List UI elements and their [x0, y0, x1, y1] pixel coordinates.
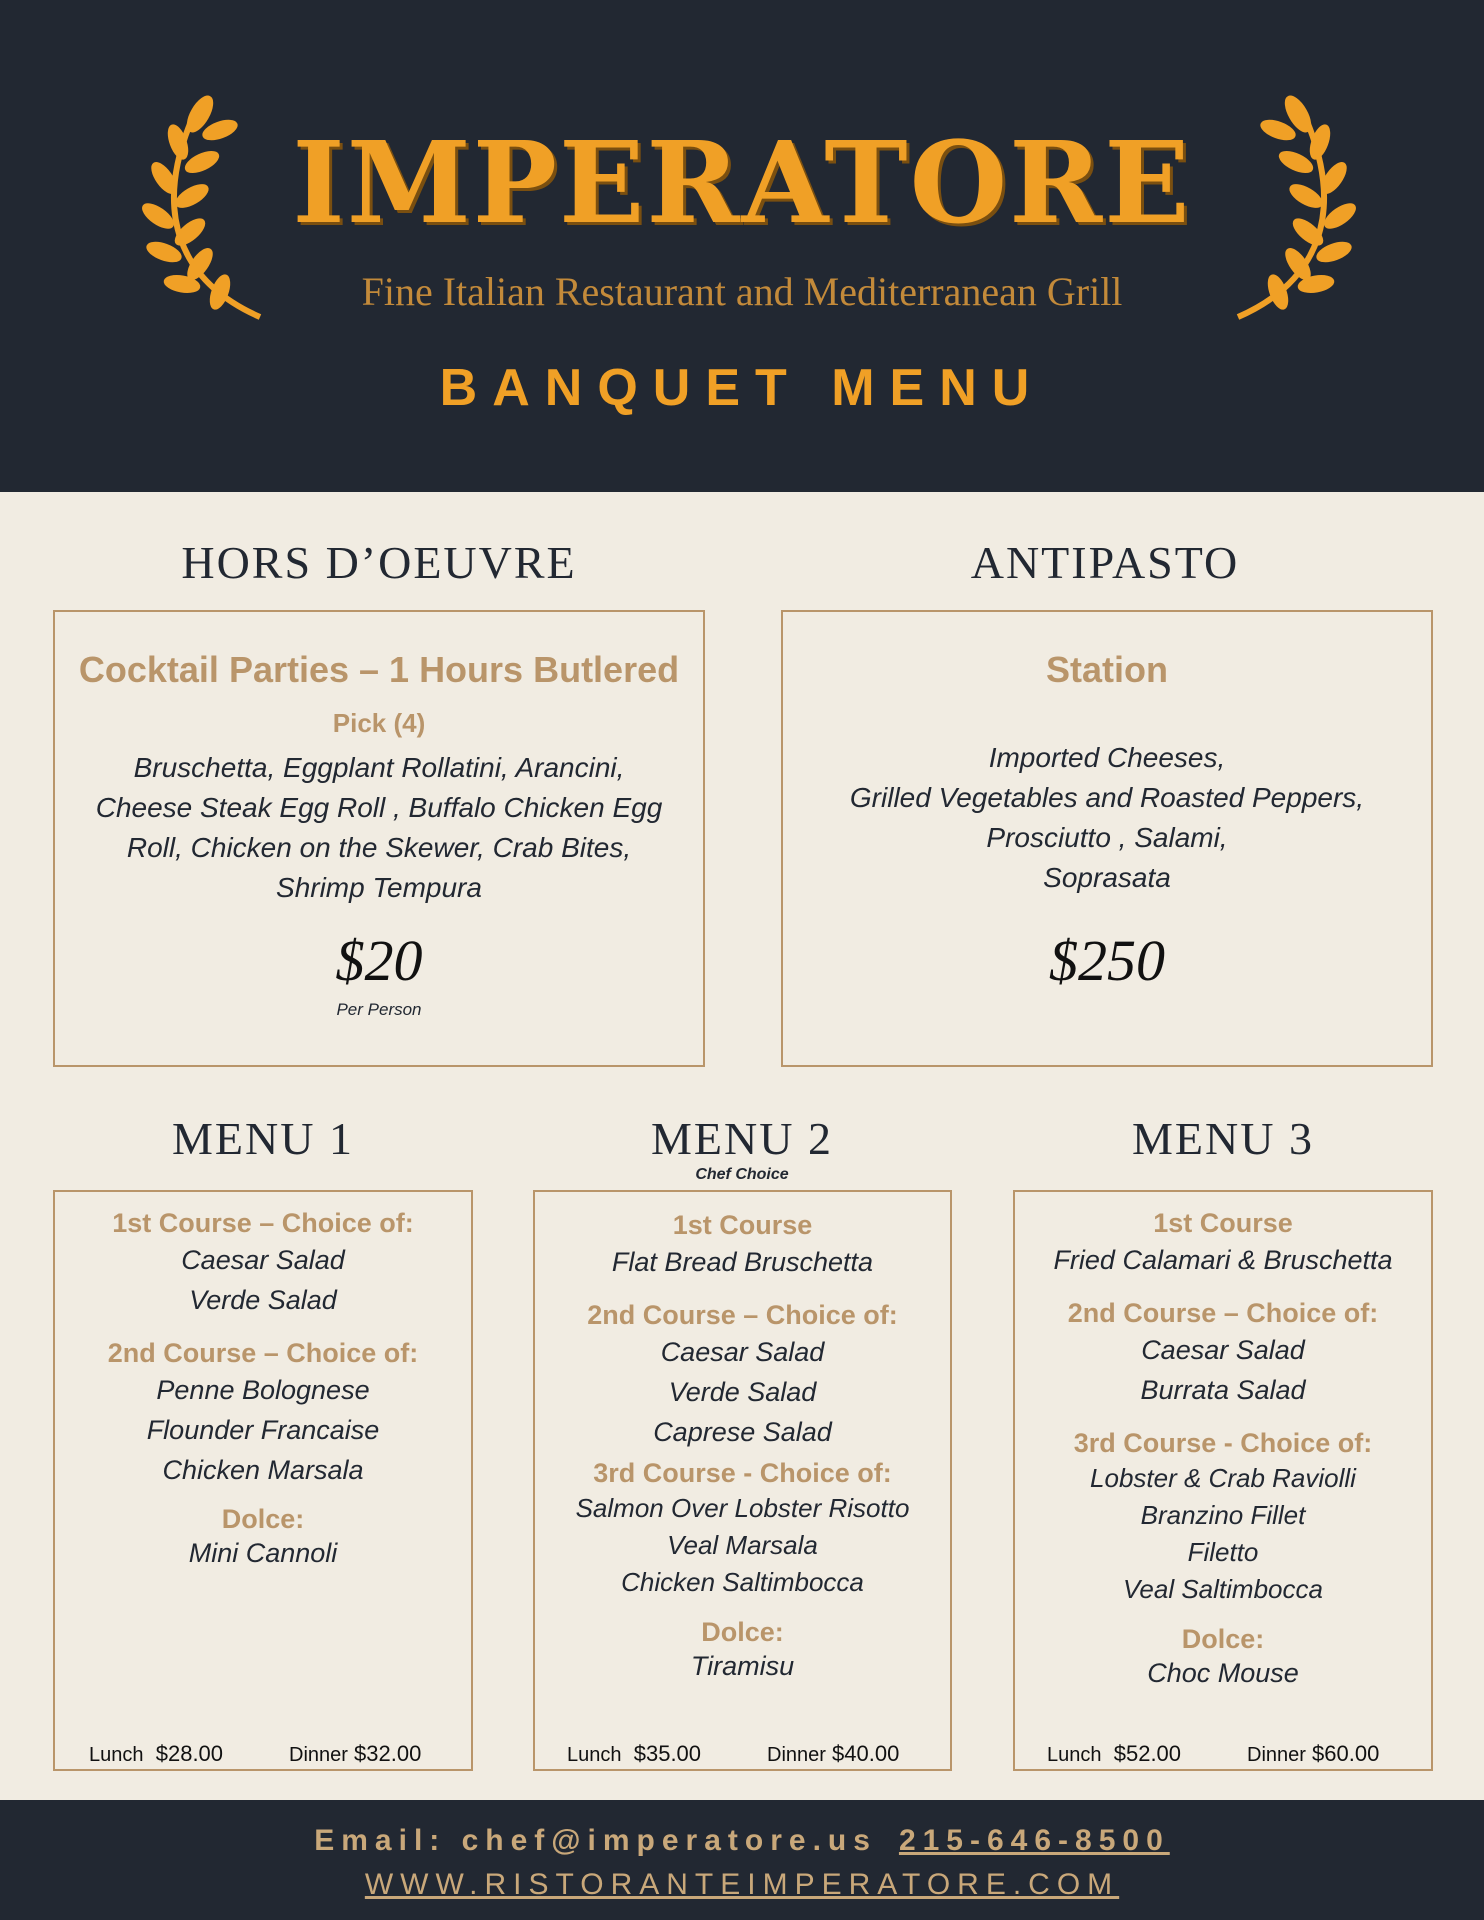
course-item: Chicken Saltimbocca [621, 1567, 864, 1597]
hors-doeuvre-box [53, 610, 705, 1067]
course-item: Verde Salad [668, 1377, 817, 1407]
menu-2-box [533, 1190, 952, 1771]
brand-logo: IMPERATORE [292, 118, 1192, 249]
course-heading: 2nd Course – Choice of: [107, 1338, 419, 1368]
list-item: Imported Cheeses, [988, 742, 1226, 773]
course-item: Flat Bread Bruschetta [611, 1247, 874, 1277]
course-item: Caesar Salad [181, 1245, 345, 1275]
list-item: Roll, Chicken on the Skewer, Crab Bites, [126, 832, 632, 863]
hors-heading: Cocktail Parties – 1 Hours Butlered [78, 649, 680, 690]
dinner-price: $60.00 [1312, 1741, 1380, 1766]
hors-price-note: Per Person [336, 1000, 422, 1019]
course-item: Tiramisu [690, 1651, 795, 1681]
course-heading: 3rd Course - Choice of: [593, 1458, 892, 1488]
antipasto-items [783, 738, 1431, 898]
hors-price: $20 [335, 928, 423, 993]
course-item: Flounder Francaise [146, 1415, 380, 1445]
menu-3-title: MENU 3 [1132, 1113, 1314, 1164]
course-item: Filetto [1187, 1537, 1259, 1567]
course-item: Caesar Salad [1141, 1335, 1305, 1365]
menu-3-box [1013, 1190, 1433, 1771]
course-heading: Dolce: [1181, 1624, 1265, 1654]
course-item: Burrata Salad [1140, 1375, 1306, 1405]
course-heading: 1st Course [672, 1210, 813, 1240]
course-heading: Dolce: [701, 1617, 784, 1647]
list-item: Shrimp Tempura [276, 872, 482, 903]
course-item: Mini Cannoli [188, 1538, 338, 1568]
lunch-label: Lunch [567, 1744, 622, 1766]
footer-contact [0, 1824, 1484, 1858]
dinner-price: $40.00 [832, 1741, 900, 1766]
course-heading: 1st Course [1153, 1208, 1293, 1238]
phone-link[interactable]: 215-646-8500 [898, 1824, 1170, 1857]
list-item: Grilled Vegetables and Roasted Peppers, [849, 782, 1365, 813]
course-item: Choc Mouse [1147, 1658, 1299, 1688]
course-item: Salmon Over Lobster Risotto [575, 1493, 910, 1523]
dinner-label: Dinner [1247, 1744, 1306, 1766]
menu-2-title: MENU 2 [651, 1113, 833, 1164]
course-heading: 2nd Course – Choice of: [587, 1300, 898, 1330]
website-link[interactable]: WWW.RISTORANTEIMPERATORE.COM [364, 1868, 1120, 1901]
course-heading: 2nd Course – Choice of: [1067, 1298, 1379, 1328]
menu-2-subtitle: Chef Choice [695, 1166, 789, 1183]
course-item: Veal Marsala [667, 1530, 818, 1560]
antipasto-price: $250 [1049, 928, 1165, 993]
lunch-label: Lunch [89, 1744, 144, 1766]
course-item: Lobster & Crab Raviolli [1090, 1463, 1356, 1493]
antipasto-title: ANTIPASTO [970, 537, 1240, 588]
antipasto-heading: Station [1046, 649, 1168, 690]
list-item: Cheese Steak Egg Roll , Buffalo Chicken Egg [95, 792, 663, 823]
lunch-label: Lunch [1047, 1744, 1102, 1766]
dinner-price: $32.00 [354, 1741, 422, 1766]
lunch-price: $28.00 [155, 1741, 224, 1766]
hors-items [55, 748, 703, 908]
footer-banner [0, 1800, 1484, 1920]
dinner-label: Dinner [289, 1744, 348, 1766]
course-item: Fried Calamari & Bruschetta [1053, 1245, 1393, 1275]
course-heading: Dolce: [221, 1504, 305, 1534]
course-item: Veal Saltimbocca [1123, 1574, 1323, 1604]
course-item: Verde Salad [189, 1285, 337, 1315]
course-item: Branzino Fillet [1140, 1500, 1306, 1530]
course-item: Caesar Salad [660, 1337, 825, 1367]
email-link[interactable]: Email: chef@imperatore.us [314, 1824, 877, 1857]
course-heading: 3rd Course - Choice of: [1073, 1428, 1373, 1458]
menu-1-box [53, 1190, 473, 1771]
lunch-price: $52.00 [1113, 1741, 1182, 1766]
menu-1-title: MENU 1 [172, 1113, 354, 1164]
course-item: Caprese Salad [653, 1417, 832, 1447]
antipasto-box [781, 610, 1433, 1067]
hors-doeuvre-title: HORS D’OEUVRE [181, 537, 577, 588]
list-item: Soprasata [1043, 862, 1171, 893]
dinner-label: Dinner [767, 1744, 826, 1766]
lunch-price: $35.00 [633, 1741, 702, 1766]
hors-pick: Pick (4) [332, 708, 426, 738]
list-item: Bruschetta, Eggplant Rollatini, Arancini, [133, 752, 625, 783]
course-heading: 1st Course – Choice of: [112, 1208, 414, 1238]
course-item: Penne Bolognese [156, 1375, 370, 1405]
list-item: Prosciutto , Salami, [986, 822, 1228, 853]
brand-tagline: Fine Italian Restaurant and Mediterranean Grill [361, 269, 1123, 314]
course-item: Chicken Marsala [162, 1455, 364, 1485]
page-title: BANQUET MENU [439, 359, 1045, 417]
